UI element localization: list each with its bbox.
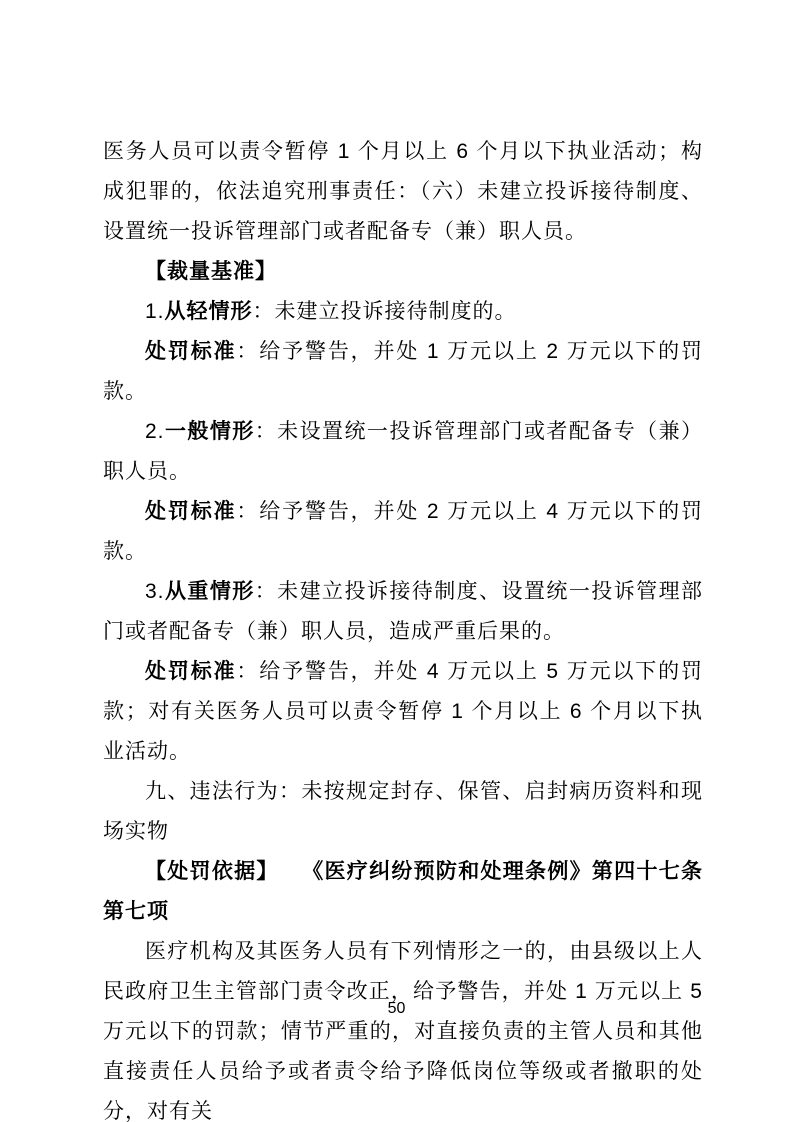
- document-body: [103, 132, 703, 1122]
- bold-text-run: 从轻情形: [164, 300, 253, 323]
- text-run: 2.: [145, 420, 165, 443]
- text-run: ：未设置统一投诉管理部门或者配备专（兼）职人员。: [103, 420, 704, 483]
- text-run: 九、违法行为：未按规定封存、保管、启封病历资料和现场实物: [103, 780, 703, 843]
- bold-text-run: 处罚标准: [145, 660, 237, 683]
- text-run: ：未建立投诉接待制度、设置统一投诉管理部门或者配备专（兼）职人员，造成严重后果的。: [103, 580, 704, 643]
- paragraph: [103, 132, 703, 252]
- paragraph: [103, 932, 703, 1122]
- paragraph: [103, 852, 703, 932]
- paragraph: [103, 412, 703, 492]
- paragraph: [103, 492, 703, 572]
- text-run: 1.: [145, 300, 165, 323]
- paragraph: [103, 252, 703, 292]
- text-run: 医疗机构及其医务人员有下列情形之一的，由县级以上人民政府卫生主管部门责令改正，给予警告，并处 1 万元以上 5 万元以下的罚款；情节严重的，对直接负责的主管人员和其他直接责任人员给予或者责令给予降低岗位等级或者撤职的处分，对有关: [103, 940, 703, 1122]
- bold-text-run: 处罚标准: [145, 500, 237, 523]
- bold-text-run: 处罚标准: [145, 340, 237, 363]
- bold-text-run: 一般情形: [164, 420, 255, 443]
- page-number: 50: [387, 1000, 406, 1017]
- text-run: ：未建立投诉接待制度的。: [252, 300, 517, 323]
- text-run: 3.: [145, 580, 165, 603]
- bold-text-run: 【处罚依据】 《医疗纠纷预防和处理条例》第四十七条第七项: [103, 860, 703, 923]
- paragraph: [103, 652, 703, 772]
- paragraph: [103, 772, 703, 852]
- text-run: ：给予警告，并处 2 万元以上 4 万元以下的罚款。: [103, 500, 704, 563]
- paragraph: [103, 332, 703, 412]
- text-run: ：给予警告，并处 4 万元以上 5 万元以下的罚款；对有关医务人员可以责令暂停 1 个月以上 6 个月以下执业活动。: [103, 660, 704, 763]
- text-run: ：给予警告，并处 1 万元以上 2 万元以下的罚款。: [103, 340, 704, 403]
- bold-text-run: 【裁量基准】: [145, 260, 277, 283]
- text-run: 医务人员可以责令暂停 1 个月以上 6 个月以下执业活动；构成犯罪的，依法追究刑事责任：（六）未建立投诉接待制度、设置统一投诉管理部门或者配备专（兼）职人员。: [103, 140, 703, 243]
- bold-text-run: 从重情形: [164, 580, 255, 603]
- paragraph: [103, 572, 703, 652]
- paragraph: [103, 292, 703, 332]
